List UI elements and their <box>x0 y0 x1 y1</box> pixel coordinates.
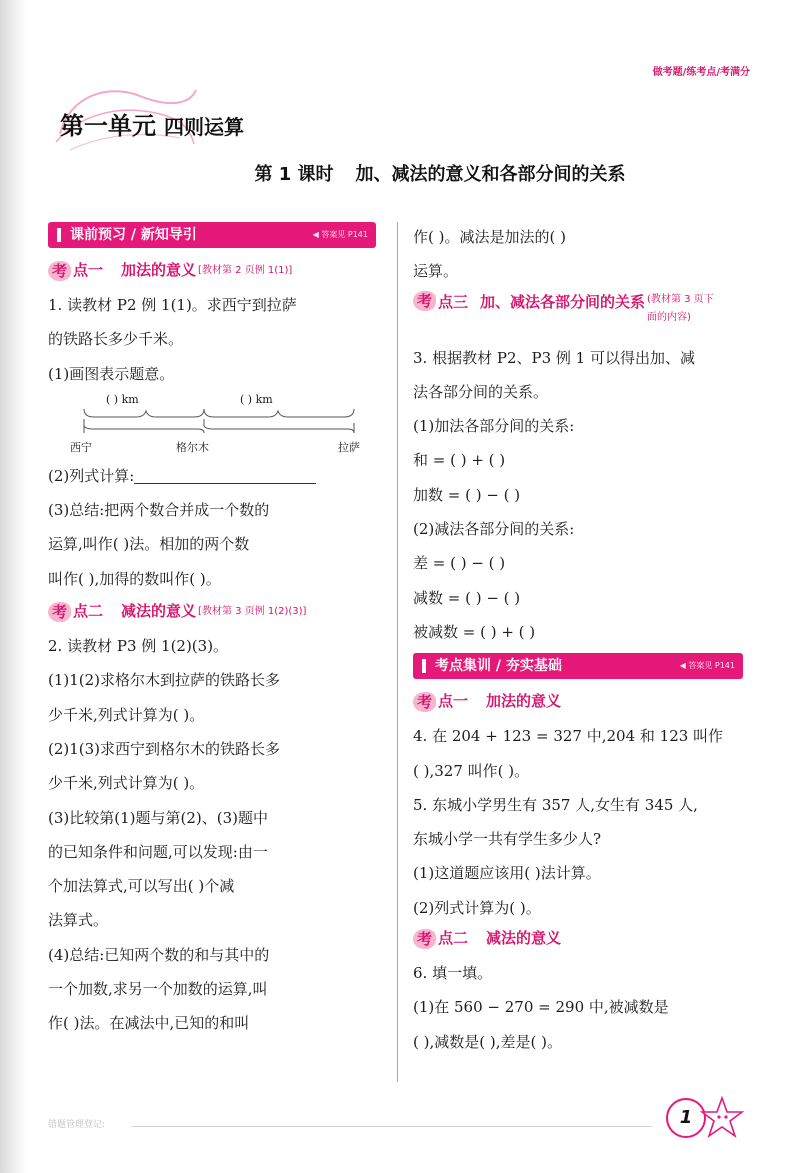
q-line: 的铁路长多少千米。 <box>48 330 184 349</box>
calc-line <box>48 459 376 493</box>
q-line: 被减数 = ( ) + ( ) <box>413 622 536 641</box>
q-line: (3)比较第(1)题与第(2)、(3)题中 <box>48 808 268 827</box>
lesson-name: 加、减法的意义和各部分间的关系 <box>355 164 626 185</box>
q-line: (1)加法各部分间的关系: <box>413 417 575 436</box>
knowledge-point-1 <box>48 257 376 284</box>
header-tagline: 做考题/练考点/考满分 <box>652 67 750 78</box>
question-1 <box>48 288 376 596</box>
place-geermu: 格尔木 <box>176 440 209 454</box>
kd-label: 点二 <box>73 602 104 621</box>
q-line: 法算式。 <box>48 911 109 930</box>
star-mascot-icon <box>700 1096 744 1140</box>
place-xining: 西宁 <box>70 440 92 454</box>
knowledge-point-2 <box>48 598 376 625</box>
q-line: 5. 东城小学男生有 357 人,女生有 345 人, <box>413 795 698 814</box>
q-line: 3. 根据教材 P2、P3 例 1 可以得出加、减 <box>413 348 695 367</box>
place-lasa: 拉萨 <box>338 440 360 454</box>
error-log-line <box>132 1126 652 1127</box>
route-diagram <box>48 393 376 459</box>
q-line: 叫作( ),加得的数叫作( )。 <box>48 569 221 588</box>
q-line: (1)这道题应该用( )法计算。 <box>413 864 601 883</box>
kao-badge: 考 <box>48 602 71 622</box>
calc-label: (2)列式计算: <box>48 466 135 485</box>
kd-note: (教材第 3 页下面的内容) <box>647 293 714 323</box>
section-bar-title: 考点集训 / 夯实基础 <box>435 658 562 675</box>
q-line: 差 = ( ) − ( ) <box>413 554 506 573</box>
q-line: 少千米,列式计算为( )。 <box>48 774 205 793</box>
q-line: 作( )法。在减法中,已知的和叫 <box>48 1014 250 1033</box>
section-bar-title: 课前预习 / 新知导引 <box>70 227 197 243</box>
segment-1-label: ( ) km <box>106 392 139 406</box>
q-line: 减数 = ( ) − ( ) <box>413 588 521 607</box>
question-4 <box>413 719 743 788</box>
q-line: 4. 在 204 + 123 = 327 中,204 和 123 叫作 <box>413 727 724 746</box>
error-log-label: 错题管理登记: <box>48 1120 106 1130</box>
kao-badge: 考 <box>413 291 436 311</box>
lesson-title <box>0 160 800 186</box>
kd-label: 点二 <box>438 929 469 948</box>
segment-2-label: ( ) km <box>240 392 273 406</box>
kao-badge: 考 <box>413 692 436 712</box>
question-6 <box>413 956 743 1059</box>
q-line: ( ),327 叫作( )。 <box>413 761 530 780</box>
knowledge-point-3 <box>413 291 743 335</box>
lesson-number: 第 1 课时 <box>254 164 334 185</box>
q-line: (2)列式计算为( )。 <box>413 898 541 917</box>
q-line: 加数 = ( ) − ( ) <box>413 485 521 504</box>
q-line: 个加法算式,可以写出( )个减 <box>48 877 235 896</box>
q-line: ( ),减数是( ),差是( )。 <box>413 1032 562 1051</box>
section-bar-preview <box>48 222 376 248</box>
section-bar-practice <box>413 653 743 679</box>
q-line: (1)画图表示题意。 <box>48 364 175 383</box>
q-line: 作( )。减法是加法的( ) <box>413 228 566 246</box>
question-5 <box>413 788 743 925</box>
kd-name: 加法的意义 <box>121 261 197 279</box>
q-line: 少千米,列式计算为( )。 <box>48 705 205 724</box>
answer-blank[interactable] <box>134 468 316 484</box>
kd-note: [教材第 2 页例 1(1)] <box>198 265 293 276</box>
q-line: 6. 填一填。 <box>413 964 493 983</box>
knowledge-point-4 <box>413 688 743 715</box>
q-line: 2. 读教材 P3 例 1(2)(3)。 <box>48 637 229 656</box>
q-line: (1)1(2)求格尔木到拉萨的铁路长多 <box>48 671 281 690</box>
kd-name: 减法的意义 <box>486 929 562 948</box>
q-line: (3)总结:把两个数合并成一个数的 <box>48 501 270 520</box>
q-line: 法各部分间的关系。 <box>413 382 549 401</box>
q-line: 运算,叫作( )法。相加的两个数 <box>48 535 250 554</box>
unit-title <box>60 106 244 141</box>
answer-ref: ◀ 答案见 P141 <box>679 661 735 671</box>
column-divider <box>397 222 398 1082</box>
q-line: 和 = ( ) + ( ) <box>413 451 506 470</box>
page-number: 1 <box>666 1098 706 1138</box>
q-line: 一个加数,求另一个加数的运算,叫 <box>48 980 268 999</box>
q-line: (2)减法各部分间的关系: <box>413 520 575 539</box>
unit-number: 第一单元 <box>60 112 156 140</box>
q-line: 东城小学一共有学生多少人? <box>413 830 602 849</box>
kao-badge: 考 <box>413 929 436 949</box>
kd-name: 减法的意义 <box>121 602 197 621</box>
kd-label: 点一 <box>438 692 469 711</box>
q-line: 运算。 <box>413 262 459 281</box>
right-column <box>413 220 743 1059</box>
q-line: (1)在 560 − 270 = 290 中,被减数是 <box>413 998 669 1017</box>
question-3 <box>413 341 743 650</box>
q-line: (2)1(3)求西宁到格尔木的铁路长多 <box>48 739 281 758</box>
knowledge-point-5 <box>413 925 743 952</box>
kd-name: 加、减法各部分间的关系 <box>480 292 646 311</box>
q-line: 的已知条件和问题,可以发现:由一 <box>48 842 268 861</box>
kao-badge: 考 <box>48 261 71 281</box>
q-line: (4)总结:已知两个数的和与其中的 <box>48 945 270 964</box>
answer-ref: ◀ 答案见 P141 <box>312 230 368 239</box>
kd-label: 点一 <box>73 261 104 279</box>
left-column <box>48 222 376 1041</box>
kd-label: 点三 <box>438 292 469 311</box>
unit-subtitle: 四则运算 <box>164 115 244 139</box>
question-2 <box>48 629 376 1041</box>
kd-name: 加法的意义 <box>486 692 562 711</box>
q-line: 1. 读教材 P2 例 1(1)。求西宁到拉萨 <box>48 296 297 314</box>
kd-note: [教材第 3 页例 1(2)(3)] <box>198 606 307 618</box>
